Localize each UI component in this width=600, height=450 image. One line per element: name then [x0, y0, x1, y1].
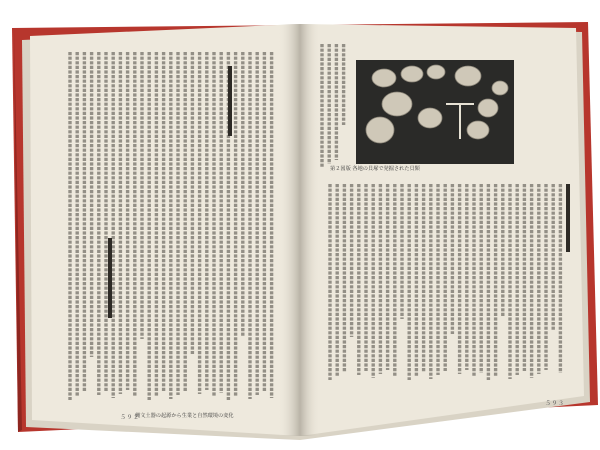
- left-heading-1: [228, 66, 232, 136]
- shell: [467, 121, 489, 139]
- shell: [382, 92, 412, 116]
- shell: [455, 66, 481, 86]
- left-heading-2: [108, 238, 112, 318]
- shell: [372, 69, 396, 87]
- shell: [418, 108, 442, 128]
- left-page-number: ５９２: [120, 414, 140, 421]
- shell: [492, 81, 508, 95]
- scale-bar-horizontal: [446, 103, 474, 105]
- shell: [478, 99, 498, 117]
- gutter-shadow-right: [300, 24, 320, 436]
- right-page-text-lines-bottom: [330, 184, 560, 380]
- shell: [401, 66, 423, 82]
- left-running-footer: 縄文土器の起源から生業と自然環境の変化: [135, 413, 234, 419]
- right-heading: [566, 184, 570, 252]
- figure-caption: 第２図版 各地の貝塚で発掘された貝類: [330, 166, 420, 172]
- scale-bar-vertical: [459, 103, 461, 139]
- shell: [366, 117, 394, 143]
- shell: [427, 65, 445, 79]
- gutter-shadow-left: [278, 24, 300, 436]
- right-page-number: ５９３: [545, 400, 565, 407]
